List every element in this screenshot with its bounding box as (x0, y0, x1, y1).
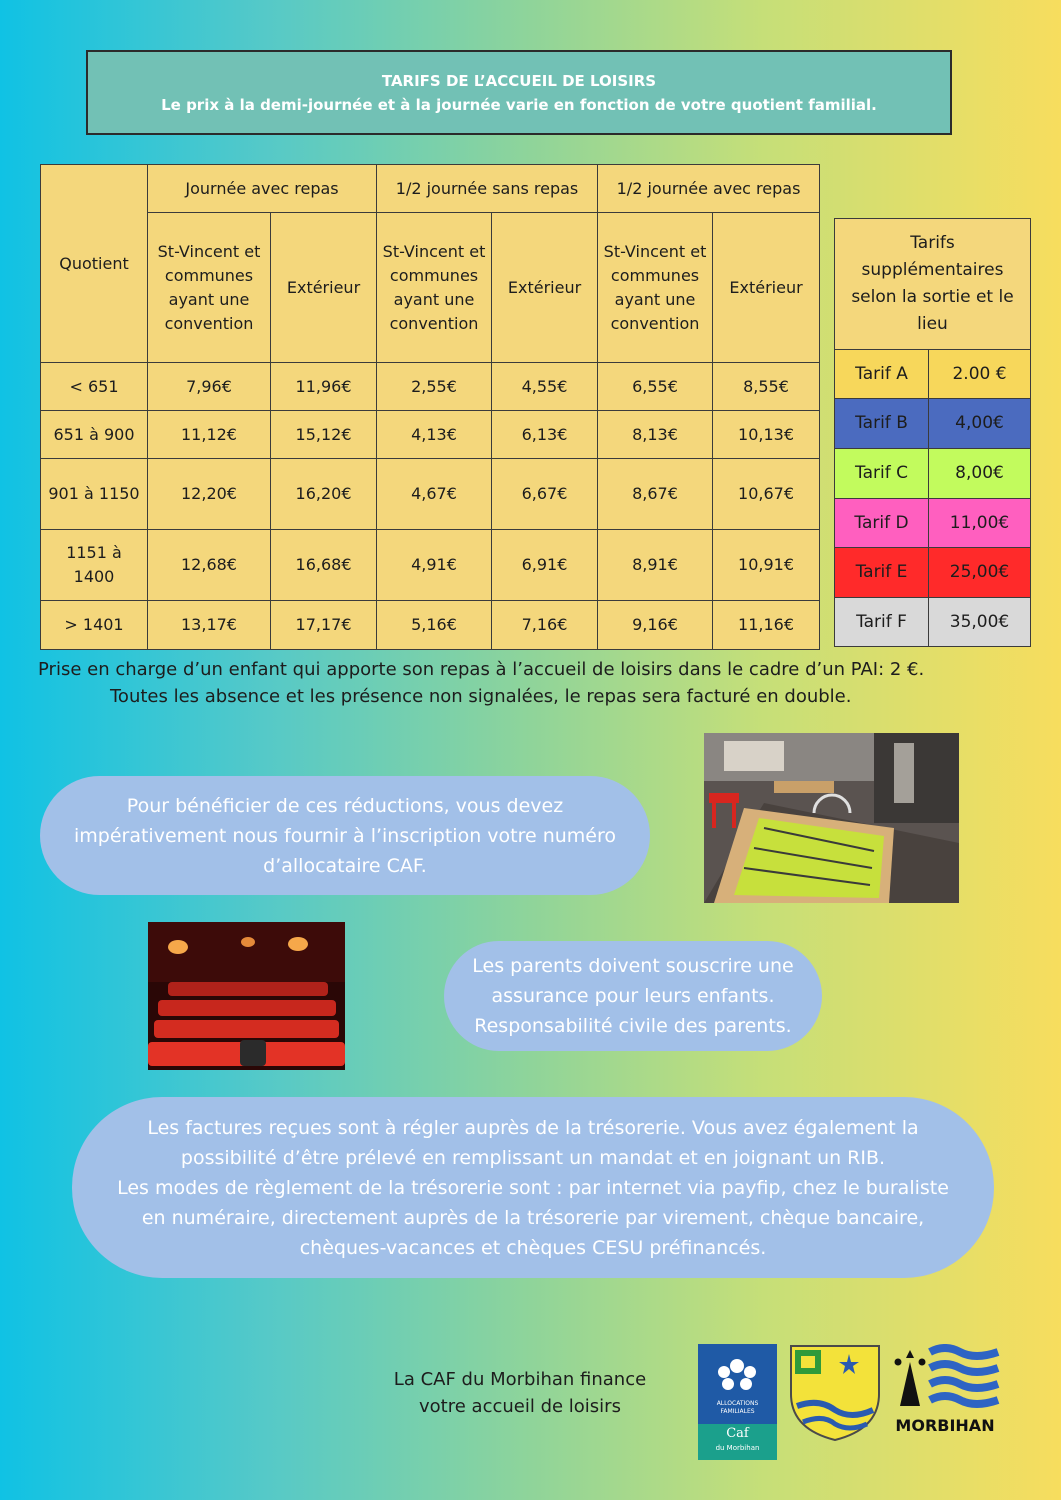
subheader-local: St-Vincent et communes ayant une convention (598, 213, 713, 363)
tarif-price: 4,00€ (929, 399, 1031, 449)
payment-bubble (72, 1097, 994, 1278)
tarif-label: Tarif D (835, 499, 929, 548)
tarif-label: Tarif A (835, 350, 929, 399)
price-cell: 4,55€ (492, 363, 598, 411)
quotient-cell: < 651 (41, 363, 148, 411)
price-cell: 7,96€ (148, 363, 271, 411)
tarif-label: Tarif E (835, 548, 929, 598)
price-cell: 17,17€ (271, 601, 377, 650)
supplementary-title: Tarifs supplémentaires selon la sortie et le lieu (835, 219, 1031, 350)
subheader-local: St-Vincent et communes ayant une convention (148, 213, 271, 363)
morbihan-logo-label: MORBIHAN (895, 1416, 995, 1435)
payment-text: Les factures reçues sont à régler auprès de la trésorerie. Vous avez également la possibilité d’être prélevé en remplissant un mandat et en joignant un RIB. Les modes de règlement de la trésorerie sont : par internet via payfip, chez le buraliste en numéraire, directement auprès de la trésorerie par virement, chèque bancaire, chèques-vacances et chèques CESU préfinancés. (117, 1116, 949, 1259)
supplementary-tariff-table (834, 218, 1031, 647)
caf-logo-line2: FAMILIALES (720, 1408, 755, 1415)
price-cell: 8,67€ (598, 459, 713, 530)
header-subtitle: Le prix à la demi-journée et à la journée varie en fonction de votre quotient familial. (161, 95, 877, 114)
price-cell: 12,68€ (148, 530, 271, 601)
price-cell: 6,91€ (492, 530, 598, 601)
price-cell: 10,13€ (713, 411, 820, 459)
morbihan-logo (890, 1344, 1000, 1436)
price-cell: 10,67€ (713, 459, 820, 530)
header-title: TARIFS DE L’ACCUEIL DE LOISIRS (381, 71, 657, 90)
subheader-exterior: Extérieur (271, 213, 377, 363)
cinema-photo (148, 922, 345, 1070)
header-banner (86, 50, 952, 135)
price-cell: 6,13€ (492, 411, 598, 459)
price-cell: 5,16€ (377, 601, 492, 650)
pai-note: Prise en charge d’un enfant qui apporte son repas à l’accueil de loisirs dans le cadre d’un PAI: 2 €. (38, 659, 925, 680)
morbihan-logo-mark (890, 1344, 1000, 1414)
price-cell: 8,13€ (598, 411, 713, 459)
subheader-exterior: Extérieur (713, 213, 820, 363)
caf-logo (698, 1344, 777, 1460)
price-cell: 12,20€ (148, 459, 271, 530)
caf-info-bubble (40, 776, 650, 895)
tarif-price: 11,00€ (929, 499, 1031, 548)
caf-logo-region: du Morbihan (715, 1444, 760, 1452)
supplementary-row (835, 548, 1031, 598)
caf-logo-line1: ALLOCATIONS (716, 1400, 759, 1407)
tariff-table (40, 164, 820, 650)
tarif-price: 35,00€ (929, 598, 1031, 647)
quotient-cell: 651 à 900 (41, 411, 148, 459)
absence-note: Toutes les absence et les présence non signalées, le repas sera facturé en double. (110, 686, 852, 707)
table-row (41, 459, 820, 530)
price-cell: 11,16€ (713, 601, 820, 650)
group-header: 1/2 journée avec repas (598, 165, 820, 213)
price-cell: 11,12€ (148, 411, 271, 459)
subheader-local: St-Vincent et communes ayant une convention (377, 213, 492, 363)
quotient-header: Quotient (41, 165, 148, 363)
subheader-exterior: Extérieur (492, 213, 598, 363)
insurance-text: Les parents doivent souscrire une assurance pour leurs enfants. Responsabilité civile des parents. (472, 955, 794, 1037)
caf-logo-brand: Caf (726, 1426, 749, 1441)
supplementary-row (835, 399, 1031, 449)
tarif-price: 2.00 € (929, 350, 1031, 399)
price-cell: 10,91€ (713, 530, 820, 601)
supplementary-row (835, 449, 1031, 499)
price-cell: 9,16€ (598, 601, 713, 650)
price-cell: 4,13€ (377, 411, 492, 459)
quotient-cell: > 1401 (41, 601, 148, 650)
insurance-bubble (444, 941, 822, 1051)
tarif-label: Tarif F (835, 598, 929, 647)
price-cell: 2,55€ (377, 363, 492, 411)
price-cell: 15,12€ (271, 411, 377, 459)
price-cell: 7,16€ (492, 601, 598, 650)
price-cell: 16,68€ (271, 530, 377, 601)
price-cell: 16,20€ (271, 459, 377, 530)
activity-room-photo (704, 733, 959, 903)
price-cell: 6,67€ (492, 459, 598, 530)
group-header: 1/2 journée sans repas (377, 165, 598, 213)
price-cell: 13,17€ (148, 601, 271, 650)
supplementary-row (835, 499, 1031, 548)
price-cell: 8,55€ (713, 363, 820, 411)
tarif-price: 8,00€ (929, 449, 1031, 499)
caf-info-text: Pour bénéficier de ces réductions, vous devez impérativement nous fournir à l’inscription votre numéro d’allocataire CAF. (73, 794, 617, 877)
table-row (41, 530, 820, 601)
price-cell: 6,55€ (598, 363, 713, 411)
tarif-label: Tarif C (835, 449, 929, 499)
price-cell: 11,96€ (271, 363, 377, 411)
table-row (41, 411, 820, 459)
tarif-label: Tarif B (835, 399, 929, 449)
quotient-cell: 1151 à 1400 (41, 530, 148, 601)
table-row (41, 363, 820, 411)
tarif-price: 25,00€ (929, 548, 1031, 598)
price-cell: 4,91€ (377, 530, 492, 601)
footer-caption: La CAF du Morbihan finance votre accueil de loisirs (393, 1369, 647, 1417)
price-cell: 4,67€ (377, 459, 492, 530)
group-header: Journée avec repas (148, 165, 377, 213)
coat-of-arms-logo (789, 1344, 881, 1442)
supplementary-row (835, 350, 1031, 399)
quotient-cell: 901 à 1150 (41, 459, 148, 530)
supplementary-row (835, 598, 1031, 647)
table-row (41, 601, 820, 650)
price-cell: 8,91€ (598, 530, 713, 601)
